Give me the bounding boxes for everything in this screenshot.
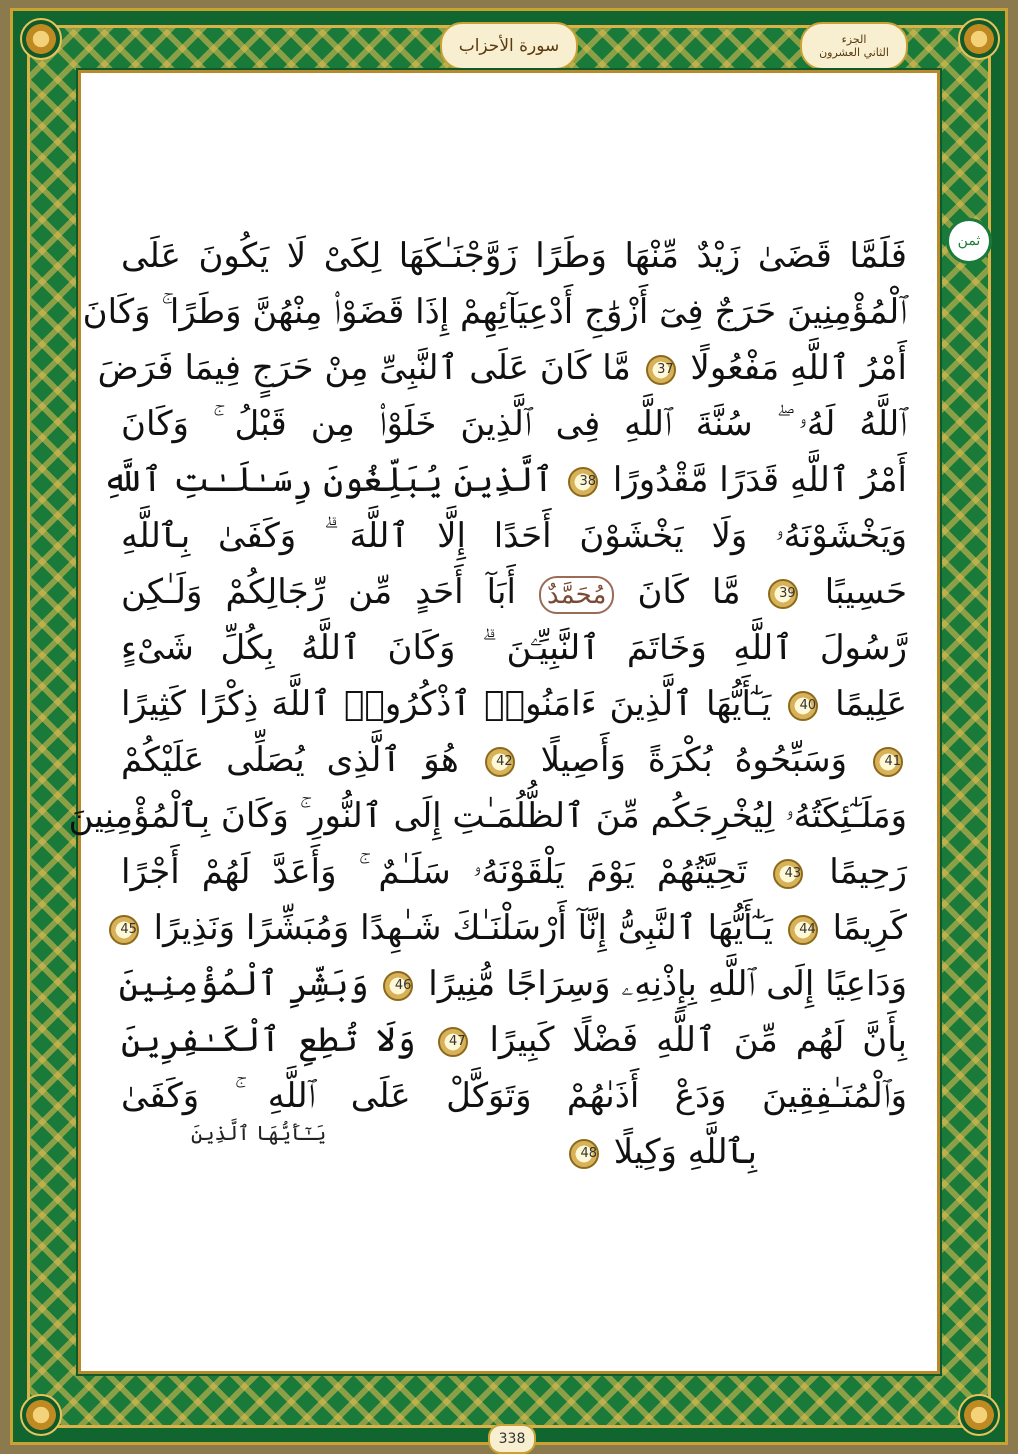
thumn-marker: ثمن	[946, 218, 992, 264]
text-page	[68, 70, 940, 1374]
corner-rosette-icon	[958, 1394, 1000, 1436]
ayah-number-badge: 43	[773, 859, 803, 889]
ayah-number-badge: 42	[485, 747, 515, 777]
page-number: 338	[488, 1424, 536, 1454]
juz-label-line2: الثاني العشرون	[819, 46, 889, 59]
quran-text	[68, 228, 908, 1180]
text-line: فَلَمَّا قَضَىٰ زَيْدٌ مِّنْهَا وَطَرًا زَوَّجْنَـٰكَهَا لِكَىْ لَا يَكُونَ عَلَى	[121, 236, 907, 276]
text-line: وَدَاعِيًا إِلَى ٱللَّهِ بِإِذْنِهِۦ وَسِرَاجًا مُّنِيرًا 46 وَبَشِّرِ ٱلْمُؤْمِنِينَ	[118, 964, 907, 1004]
juz-label-line1: الجزء	[841, 33, 867, 46]
corner-rosette-icon	[958, 18, 1000, 60]
juz-label	[800, 22, 908, 70]
ayah-number-badge: 38	[568, 467, 598, 497]
ayah-number-badge: 37	[646, 355, 676, 385]
ayah-number-badge: 47	[438, 1027, 468, 1057]
catchword: يَـٰٓأَيُّهَا ٱلَّذِينَ	[191, 1121, 327, 1145]
text-line: وَيَخْشَوْنَهُۥ وَلَا يَخْشَوْنَ أَحَدًا إِلَّا ٱللَّهَ ۗ وَكَفَىٰ بِٱللَّهِ	[121, 516, 907, 556]
text-line: وَمَلَـٰٓئِكَتُهُۥ لِيُخْرِجَكُم مِّنَ ٱلظُّلُمَـٰتِ إِلَى ٱلنُّورِ ۚ وَكَانَ بِٱلْمُؤْمِنِينَ	[68, 796, 907, 836]
text-line: حَسِيبًا 39 مَّا كَانَ مُحَمَّدٌ أَبَآ أَحَدٍ مِّن رِّجَالِكُمْ وَلَـٰكِن	[121, 572, 907, 612]
corner-rosette-icon	[20, 1394, 62, 1436]
ayah-number-badge: 48	[569, 1139, 599, 1169]
text-line: بِٱللَّهِ وَكِيلًا 48	[121, 1124, 907, 1180]
surah-name-label: سورة الأحزاب	[440, 22, 578, 70]
text-line: ٱلْمُؤْمِنِينَ حَرَجٌ فِىٓ أَزْوَٰجِ أَدْعِيَآئِهِمْ إِذَا قَضَوْا۟ مِنْهُنَّ وَطَرًا ۚ وَكَانَ	[82, 292, 907, 332]
text-line: عَلِيمًا 40 يَـٰٓأَيُّهَا ٱلَّذِينَ ءَامَنُوا۟ ٱذْكُرُوا۟ ٱللَّهَ ذِكْرًا كَثِيرًا	[121, 684, 907, 724]
text-line: رَحِيمًا 43 تَحِيَّتُهُمْ يَوْمَ يَلْقَوْنَهُۥ سَلَـٰمٌ ۚ وَأَعَدَّ لَهُمْ أَجْرًا	[121, 852, 907, 892]
text-line: رَّسُولَ ٱللَّهِ وَخَاتَمَ ٱلنَّبِيِّـۧنَ ۗ وَكَانَ ٱللَّهُ بِكُلِّ شَىْءٍ	[121, 628, 907, 668]
text-line: بِأَنَّ لَهُم مِّنَ ٱللَّهِ فَضْلًا كَبِيرًا 47 وَلَا تُطِعِ ٱلْكَـٰفِرِينَ	[121, 1020, 908, 1060]
text-line: كَرِيمًا 44 يَـٰٓأَيُّهَا ٱلنَّبِىُّ إِنَّآ أَرْسَلْنَـٰكَ شَـٰهِدًا وَمُبَشِّرًا وَنَذِيرًا 45	[121, 900, 907, 956]
ayah-number-badge: 46	[383, 971, 413, 1001]
text-line: وَٱلْمُنَـٰفِقِينَ وَدَعْ أَذَىٰهُمْ وَتَوَكَّلْ عَلَى ٱللَّهِ ۚ وَكَفَىٰ	[121, 1076, 907, 1116]
ayah-number-badge: 41	[873, 747, 903, 777]
text-line: ٱللَّهُ لَهُۥ ۖ سُنَّةَ ٱللَّهِ فِى ٱلَّذِينَ خَلَوْا۟ مِن قَبْلُ ۚ وَكَانَ	[121, 404, 907, 444]
ayah-number-badge: 45	[109, 915, 139, 945]
muhammad-name-emblem: مُحَمَّدٌ	[539, 576, 614, 614]
ayah-number-badge: 39	[768, 579, 798, 609]
ayah-number-badge: 40	[788, 691, 818, 721]
ayah-number-badge: 44	[788, 915, 818, 945]
text-line: أَمْرُ ٱللَّهِ مَفْعُولًا 37 مَّا كَانَ عَلَى ٱلنَّبِىِّ مِنْ حَرَجٍ فِيمَا فَرَضَ	[97, 348, 907, 388]
text-line: 41 وَسَبِّحُوهُ بُكْرَةً وَأَصِيلًا 42 هُوَ ٱلَّذِى يُصَلِّى عَلَيْكُمْ	[121, 740, 902, 780]
corner-rosette-icon	[20, 18, 62, 60]
text-line: أَمْرُ ٱللَّهِ قَدَرًا مَّقْدُورًا 38 ٱلَّذِينَ يُبَلِّغُونَ رِسَـٰلَـٰتِ ٱللَّهِ	[102, 460, 907, 500]
